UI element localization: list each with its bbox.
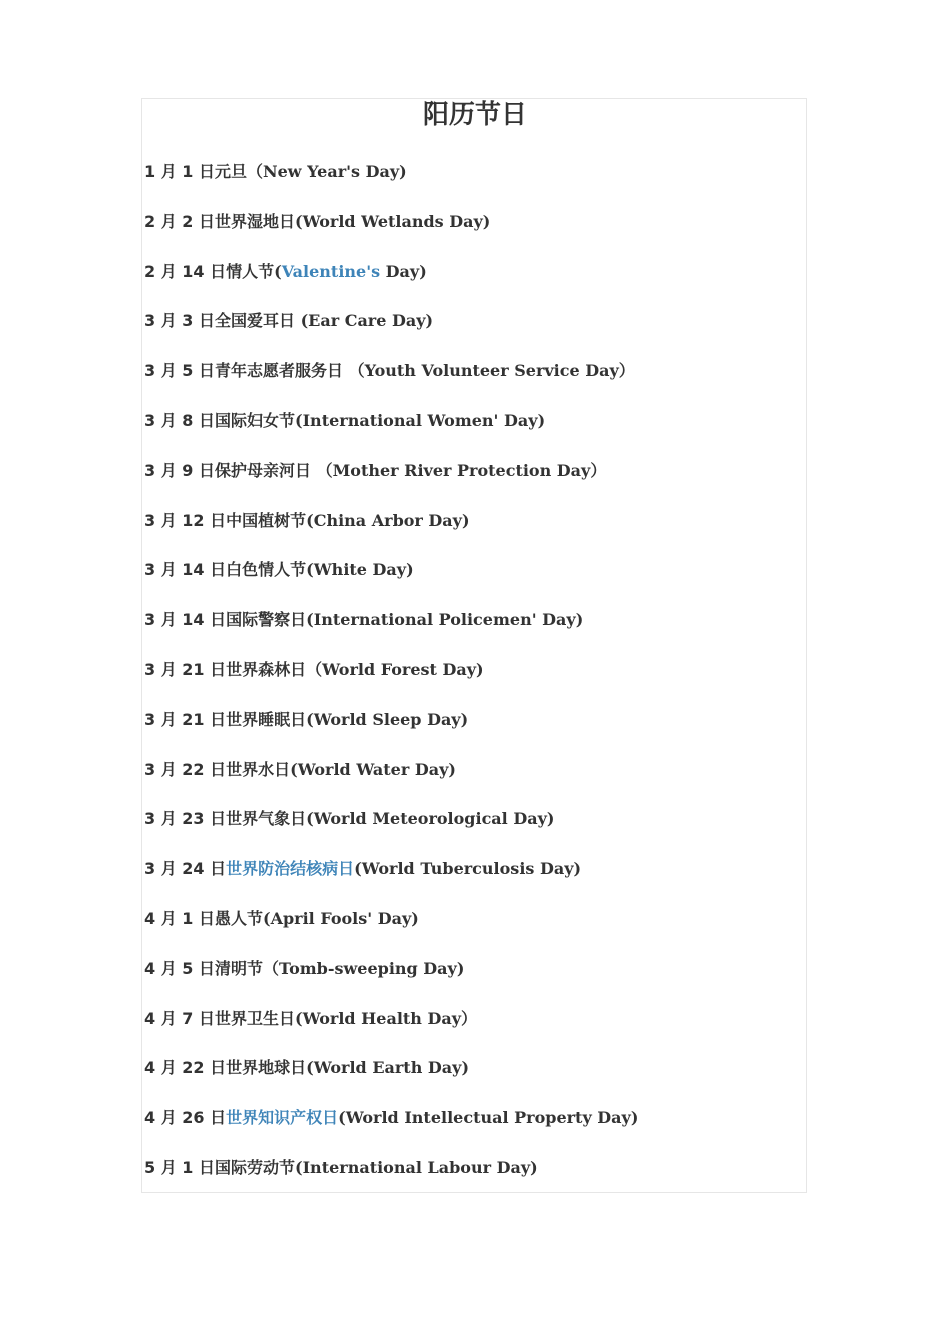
holiday-link[interactable]: 世界防治结核病日 xyxy=(226,859,355,879)
holiday-date: 2 月 14 日 xyxy=(144,261,227,281)
holiday-name-cn: 白色情人节 xyxy=(226,560,307,580)
holiday-date: 3 月 24 日 xyxy=(144,859,227,879)
holiday-name-en: (White Day) xyxy=(306,560,414,580)
holiday-name-en: （World Forest Day) xyxy=(306,659,484,679)
holiday-list xyxy=(144,160,804,1206)
holiday-date: 3 月 22 日 xyxy=(144,759,227,779)
holiday-name-cn: 国际妇女节 xyxy=(214,410,295,430)
holiday-date: 3 月 12 日 xyxy=(144,510,227,530)
holiday-item xyxy=(144,1106,804,1156)
holiday-name-cn: 世界水日 xyxy=(226,759,291,779)
holiday-name-cn: 国际警察日 xyxy=(226,610,307,630)
holiday-date: 3 月 14 日 xyxy=(144,560,227,580)
holiday-date: 3 月 21 日 xyxy=(144,659,227,679)
holiday-name-cn: 世界睡眠日 xyxy=(226,709,307,729)
holiday-name-en: （Youth Volunteer Service Day） xyxy=(343,361,635,381)
holiday-name-cn: 世界气象日 xyxy=(226,809,307,829)
holiday-name-en: (World Health Day） xyxy=(295,1008,478,1028)
holiday-item xyxy=(144,658,804,708)
holiday-name-en: （Tomb-sweeping Day) xyxy=(263,958,465,978)
holiday-date: 4 月 5 日 xyxy=(144,958,215,978)
holiday-date: 3 月 23 日 xyxy=(144,809,227,829)
holiday-date: 4 月 7 日 xyxy=(144,1008,215,1028)
holiday-item xyxy=(144,957,804,1007)
holiday-name-en: (World Earth Day) xyxy=(306,1058,470,1078)
holiday-name-en: (China Arbor Day) xyxy=(306,510,470,530)
holiday-date: 3 月 8 日 xyxy=(144,410,215,430)
holiday-date: 4 月 26 日 xyxy=(144,1108,227,1128)
holiday-item xyxy=(144,608,804,658)
holiday-name-en: (World Meteorological Day) xyxy=(306,809,555,829)
holiday-name-en: (World Tuberculosis Day) xyxy=(354,859,582,879)
holiday-item xyxy=(144,260,804,310)
holiday-date: 3 月 3 日 xyxy=(144,311,215,331)
holiday-name-en: Day) xyxy=(380,261,427,281)
holiday-name-cn: 世界森林日 xyxy=(226,659,307,679)
holiday-name-en: (April Fools' Day) xyxy=(263,908,419,928)
holiday-name-en: (Ear Care Day) xyxy=(295,311,434,331)
holiday-name-en: (International Policemen' Day) xyxy=(306,610,584,630)
holiday-item xyxy=(144,558,804,608)
holiday-link[interactable]: Valentine's xyxy=(281,261,381,281)
holiday-name-en: (International Labour Day) xyxy=(295,1157,538,1177)
holiday-item xyxy=(144,509,804,559)
holiday-name-cn: 世界卫生日 xyxy=(214,1008,295,1028)
holiday-item xyxy=(144,857,804,907)
holiday-name-en: (International Women' Day) xyxy=(295,410,546,430)
holiday-date: 3 月 9 日 xyxy=(144,460,215,480)
holiday-name-en: (World Wetlands Day) xyxy=(295,211,491,231)
holiday-name-en: (World Sleep Day) xyxy=(306,709,469,729)
holiday-name-en: （Mother River Protection Day） xyxy=(311,460,607,480)
page-title: 阳历节日 xyxy=(422,100,527,130)
holiday-item xyxy=(144,807,804,857)
holiday-item xyxy=(144,359,804,409)
holiday-name-cn: 保护母亲河日 xyxy=(214,460,311,480)
holiday-item xyxy=(144,1007,804,1057)
holiday-item xyxy=(144,409,804,459)
holiday-name-en: (World Water Day) xyxy=(290,759,456,779)
holiday-item xyxy=(144,1056,804,1106)
holiday-name-en: ( xyxy=(274,261,282,281)
holiday-name-cn: 世界地球日 xyxy=(226,1058,307,1078)
holiday-date: 3 月 5 日 xyxy=(144,361,215,381)
holiday-name-cn: 全国爱耳日 xyxy=(214,311,295,331)
holiday-date: 3 月 21 日 xyxy=(144,709,227,729)
holiday-name-cn: 情人节 xyxy=(226,261,275,281)
holiday-name-cn: 国际劳动节 xyxy=(214,1157,295,1177)
holiday-name-cn: 愚人节 xyxy=(214,908,263,928)
holiday-link[interactable]: 世界知识产权日 xyxy=(226,1108,339,1128)
holiday-item xyxy=(144,459,804,509)
holiday-date: 4 月 22 日 xyxy=(144,1058,227,1078)
holiday-item xyxy=(144,758,804,808)
holiday-item xyxy=(144,309,804,359)
holiday-date: 5 月 1 日 xyxy=(144,1157,215,1177)
holiday-name-en: （New Year's Day) xyxy=(247,162,407,181)
holiday-item xyxy=(144,1156,804,1206)
holiday-name-cn: 青年志愿者服务日 xyxy=(214,361,343,381)
holiday-name-cn: 元旦 xyxy=(214,162,247,181)
holiday-date: 4 月 1 日 xyxy=(144,908,215,928)
holiday-item xyxy=(144,708,804,758)
holiday-name-cn: 清明节 xyxy=(214,958,263,978)
holiday-name-cn: 中国植树节 xyxy=(226,510,307,530)
holiday-name-en: (World Intellectual Property Day) xyxy=(338,1108,639,1128)
holiday-date: 2 月 2 日 xyxy=(144,211,215,231)
holiday-item xyxy=(144,160,804,210)
holiday-date: 3 月 14 日 xyxy=(144,610,227,630)
holiday-name-cn: 世界湿地日 xyxy=(214,211,295,231)
holiday-item xyxy=(144,210,804,260)
holiday-item xyxy=(144,907,804,957)
holiday-date: 1 月 1 日 xyxy=(144,162,215,181)
